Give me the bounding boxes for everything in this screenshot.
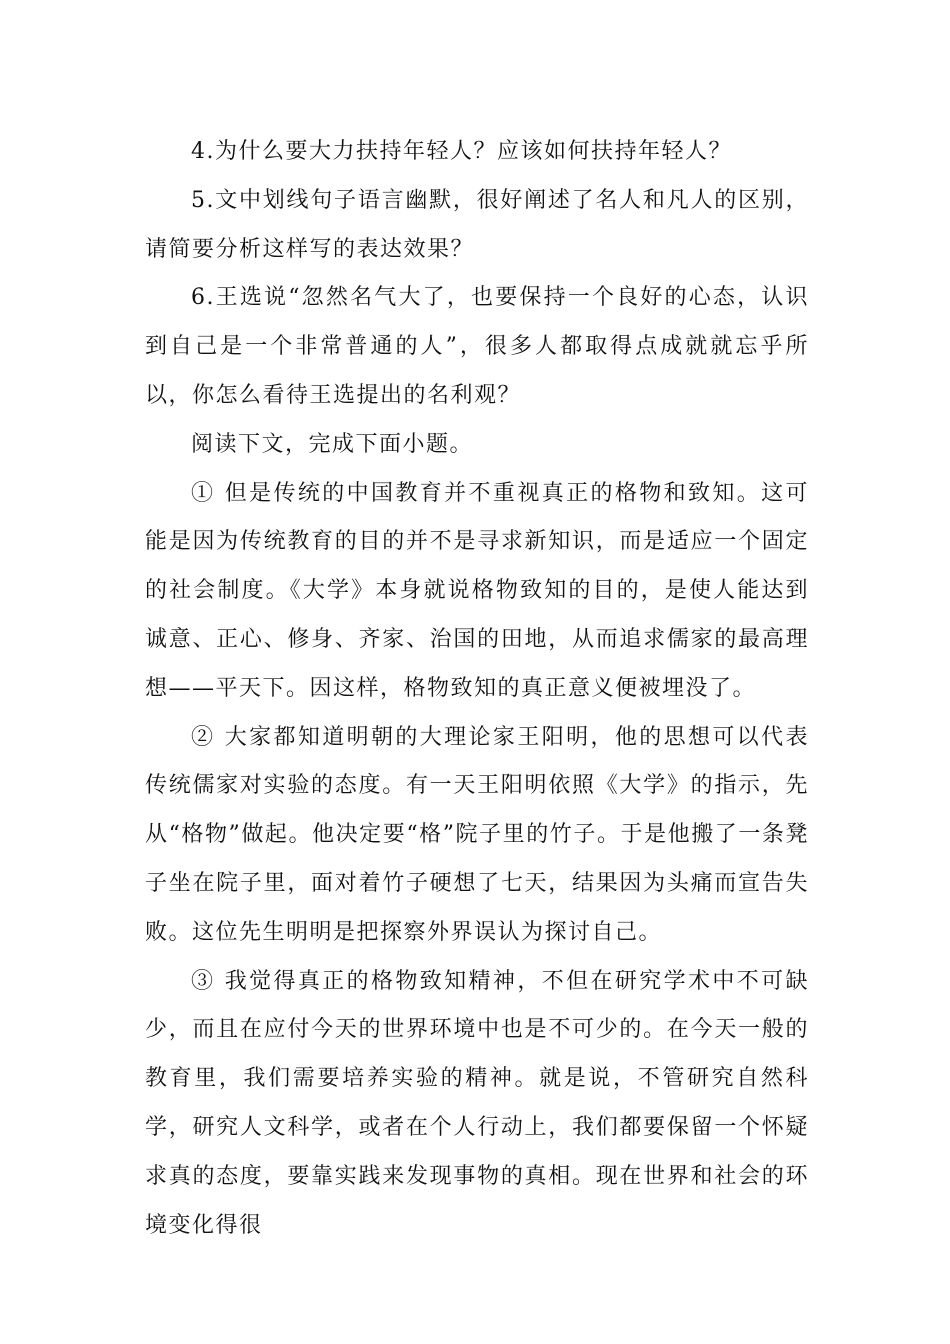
reading-instruction: 阅读下文，完成下面小题。 — [191, 431, 474, 457]
question-5: 5.文中划线句子语言幽默，很好阐述了名人和凡人的区别，请简要分析这样写的表达效果？ — [145, 187, 809, 262]
question-6: 6.王选说“忽然名气大了，也要保持一个良好的心态，认识到自己是一个非常普通的人”，很多人都取得点成就就忘乎所以，你怎么看待王选提出的名利观？ — [145, 285, 809, 408]
document-body — [145, 128, 809, 1250]
question-4: 4.为什么要大力扶持年轻人？应该如何扶持年轻人？ — [191, 139, 732, 164]
passage-paragraph-3: ③ 我觉得真正的格物致知精神，不但在研究学术中不可缺少，而且在应付今天的世界环境中也是不可少的。在今天一般的教育里，我们需要培养实验的精神。就是说，不管研究自然科学，研究人文科学，或者在个人行动上，我们都要保留一个怀疑求真的态度，要靠实践来发现事物的真相。现在世界和社会的环境变化得很 — [145, 968, 809, 1238]
passage-paragraph-1: ① 但是传统的中国教育并不重视真正的格物和致知。这可能是因为传统教育的目的并不是寻求新知识，而是适应一个固定的社会制度。《大学》本身就说格物致知的目的，是使人能达到诚意、正心、修身、齐家、治国的田地，从而追求儒家的最高理想——平天下。因这样，格物致知的真正意义便被埋没了。 — [145, 480, 809, 701]
passage-paragraph-2: ② 大家都知道明朝的大理论家王阳明，他的思想可以代表传统儒家对实验的态度。有一天王阳明依照《大学》的指示，先从“格物”做起。他决定要“格”院子里的竹子。于是他搬了一条凳子坐在院子里，面对着竹子硬想了七天，结果因为头痛而宣告失败。这位先生明明是把探察外界误认为探讨自己。 — [145, 724, 809, 945]
